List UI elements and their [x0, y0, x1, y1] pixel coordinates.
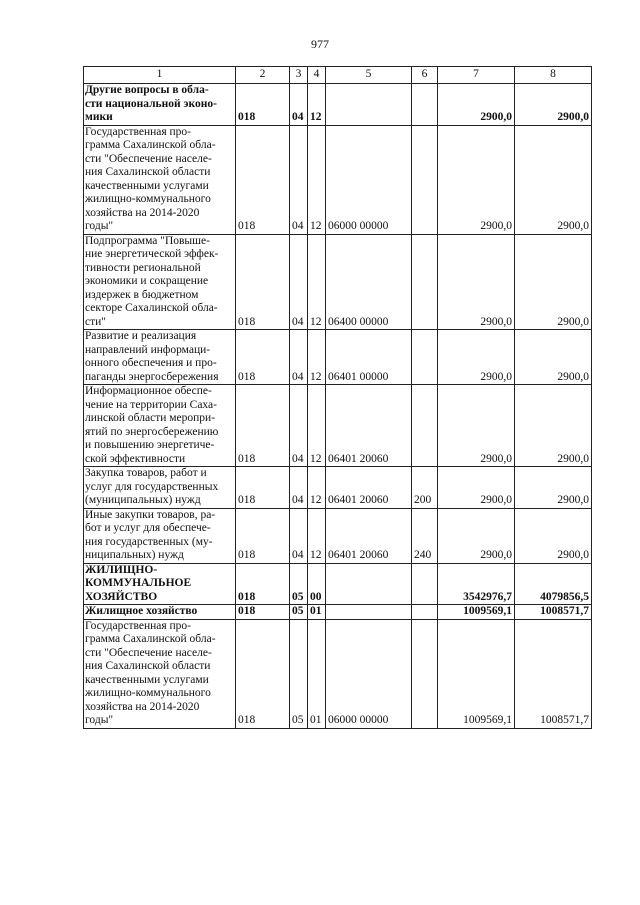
target-article-cell: [326, 84, 412, 126]
subsection-cell: 01: [308, 605, 326, 620]
table-row: [84, 619, 592, 728]
amount-2020-cell: 2900,0: [515, 84, 592, 126]
section-cell: 04: [290, 84, 308, 126]
amount-2019-cell: 2900,0: [438, 234, 515, 330]
section-cell: 04: [290, 508, 308, 563]
subsection-cell: 12: [308, 385, 326, 467]
amount-2019-cell: 1009569,1: [438, 605, 515, 620]
table-row: [84, 508, 592, 563]
amount-2020-cell: 2900,0: [515, 385, 592, 467]
target-article-cell: 06401 00000: [326, 330, 412, 385]
amount-2020-cell: 2900,0: [515, 508, 592, 563]
amount-2019-cell: 2900,0: [438, 84, 515, 126]
expense-type-cell: [412, 330, 438, 385]
row-name-cell: Государственная про- грамма Сахалинской обла- сти "Обеспечение населе- ния Сахалинской области качественными услугами жилищно-коммунального хозяйства на 2014-2020 годы": [84, 619, 236, 728]
row-name-cell: Иные закупки товаров, ра- бот и услуг для обеспече- ния государственных (му- ниципальных) нужд: [84, 508, 236, 563]
table-row: [84, 385, 592, 467]
gr-cell: 018: [236, 234, 290, 330]
page-number: 977: [311, 37, 329, 51]
gr-cell: 018: [236, 467, 290, 509]
gr-cell: 018: [236, 563, 290, 605]
table-row: [84, 605, 592, 620]
subsection-cell: 12: [308, 234, 326, 330]
section-cell: 05: [290, 605, 308, 620]
table-row: [84, 84, 592, 126]
target-article-cell: 06401 20060: [326, 385, 412, 467]
expense-type-cell: [412, 563, 438, 605]
subsection-cell: 12: [308, 84, 326, 126]
amount-2020-cell: 2900,0: [515, 125, 592, 234]
subsection-cell: 00: [308, 563, 326, 605]
expense-type-cell: [412, 605, 438, 620]
expense-type-cell: 240: [412, 508, 438, 563]
amount-2020-cell: 2900,0: [515, 467, 592, 509]
gr-cell: 018: [236, 385, 290, 467]
row-name-cell: Подпрограмма "Повыше- ние энергетической эффек- тивности региональной экономики и сокращение издержек в бюджетном секторе Сахалинской обла- сти": [84, 234, 236, 330]
gr-cell: 018: [236, 125, 290, 234]
amount-2019-cell: 2900,0: [438, 125, 515, 234]
subsection-cell: 01: [308, 619, 326, 728]
budget-table: [83, 66, 592, 729]
expense-type-cell: [412, 619, 438, 728]
table-row: [84, 234, 592, 330]
amount-2020-cell: 1008571,7: [515, 605, 592, 620]
target-article-cell: 06000 00000: [326, 125, 412, 234]
header-cell: 3: [290, 67, 308, 84]
target-article-cell: [326, 605, 412, 620]
expense-type-cell: [412, 84, 438, 126]
expense-type-cell: 200: [412, 467, 438, 509]
table-row: [84, 467, 592, 509]
subsection-cell: 12: [308, 467, 326, 509]
row-name-cell: Другие вопросы в обла- сти национальной эконо- мики: [84, 84, 236, 126]
table-row: [84, 330, 592, 385]
row-name-cell: Закупка товаров, работ и услуг для государственных (муниципальных) нужд: [84, 467, 236, 509]
header-cell: 4: [308, 67, 326, 84]
amount-2020-cell: 1008571,7: [515, 619, 592, 728]
amount-2019-cell: 2900,0: [438, 385, 515, 467]
amount-2019-cell: 2900,0: [438, 467, 515, 509]
amount-2019-cell: 1009569,1: [438, 619, 515, 728]
amount-2019-cell: 2900,0: [438, 330, 515, 385]
header-cell: 2: [236, 67, 290, 84]
row-name-cell: Информационное обеспе- чение на территории Саха- линской области меропри- ятий по энергосбережению и повышению энергетиче- ской эффективности: [84, 385, 236, 467]
gr-cell: 018: [236, 619, 290, 728]
header-cell: 5: [326, 67, 412, 84]
amount-2020-cell: 4079856,5: [515, 563, 592, 605]
target-article-cell: 06000 00000: [326, 619, 412, 728]
expense-type-cell: [412, 385, 438, 467]
row-name-cell: Развитие и реализация направлений информаци- онного обеспечения и про- паганды энергосбережения: [84, 330, 236, 385]
section-cell: 04: [290, 467, 308, 509]
target-article-cell: [326, 563, 412, 605]
section-cell: 05: [290, 619, 308, 728]
subsection-cell: 12: [308, 125, 326, 234]
amount-2020-cell: 2900,0: [515, 330, 592, 385]
row-name-cell: Государственная про- грамма Сахалинской обла- сти "Обеспечение населе- ния Сахалинской области качественными услугами жилищно-коммунального хозяйства на 2014-2020 годы": [84, 125, 236, 234]
expense-type-cell: [412, 125, 438, 234]
header-cell: 7: [438, 67, 515, 84]
expense-type-cell: [412, 234, 438, 330]
section-cell: 04: [290, 125, 308, 234]
subsection-cell: 12: [308, 330, 326, 385]
amount-2020-cell: 2900,0: [515, 234, 592, 330]
header-cell: 6: [412, 67, 438, 84]
header-row: [84, 67, 592, 84]
gr-cell: 018: [236, 84, 290, 126]
header-cell: 8: [515, 67, 592, 84]
section-cell: 05: [290, 563, 308, 605]
section-cell: 04: [290, 330, 308, 385]
section-cell: 04: [290, 234, 308, 330]
amount-2019-cell: 3542976,7: [438, 563, 515, 605]
header-cell: 1: [84, 67, 236, 84]
amount-2019-cell: 2900,0: [438, 508, 515, 563]
target-article-cell: 06400 00000: [326, 234, 412, 330]
target-article-cell: 06401 20060: [326, 467, 412, 509]
gr-cell: 018: [236, 330, 290, 385]
section-cell: 04: [290, 385, 308, 467]
row-name-cell: ЖИЛИЩНО- КОММУНАЛЬНОЕ ХОЗЯЙСТВО: [84, 563, 236, 605]
row-name-cell: Жилищное хозяйство: [84, 605, 236, 620]
subsection-cell: 12: [308, 508, 326, 563]
target-article-cell: 06401 20060: [326, 508, 412, 563]
table-row: [84, 125, 592, 234]
gr-cell: 018: [236, 508, 290, 563]
table-row: [84, 563, 592, 605]
gr-cell: 018: [236, 605, 290, 620]
